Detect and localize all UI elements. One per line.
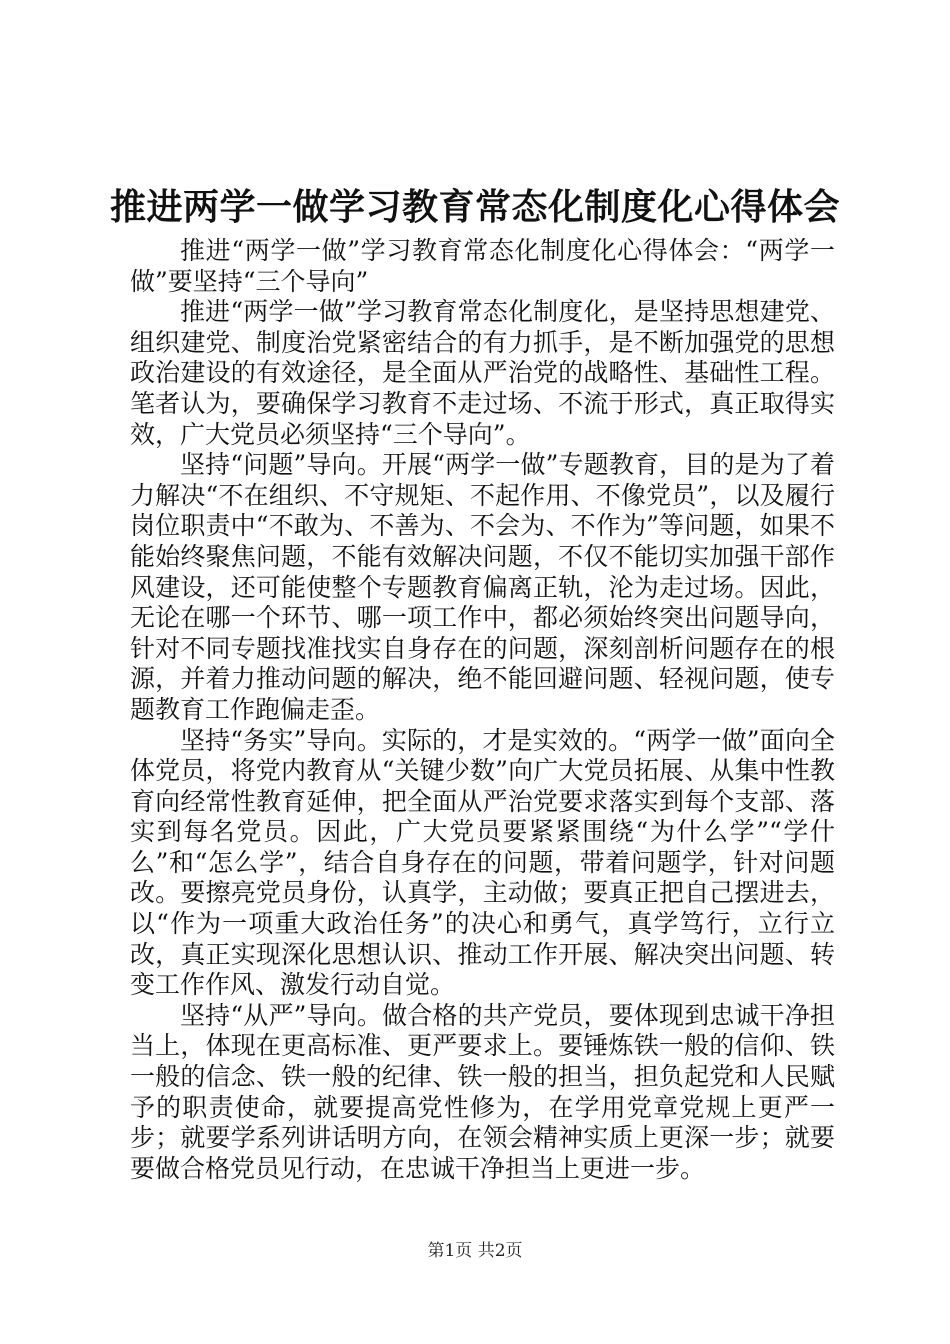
paragraph-problem-orientation: 坚持“问题”导向。开展“两学一做”专题教育，目的是为了着力解决“不在组织、不守规矩、不起作用、不像党员”，以及履行岗位职责中“不敢为、不善为、不会为、不作为”等问题，如果不能始终聚焦问题，不能有效解决问题，不仅不能切实加强干部作风建设，还可能使整个专题教育偏离正轨，沦为走过场。因此，无论在哪一个环节、哪一项工作中，都必须始终突出问题导向，针对不同专题找准找实自身存在的问题，深刻剖析问题存在的根源，并着力推动问题的解决，绝不能回避问题、轻视问题，使专题教育工作跑偏走歪。 — [130, 450, 835, 724]
page-number-footer: 第1页 共2页 — [427, 1241, 523, 1261]
paragraph-practical-orientation: 坚持“务实”导向。实际的，才是实效的。“两学一做”面向全体党员，将党内教育从“关键少数”向广大党员拓展、从集中性教育向经常性教育延伸，把全面从严治党要求落实到每个支部、落实到每名党员。因此，广大党员要紧紧围绕“为什么学”“学什么”和“怎么学”，结合自身存在的问题，带着问题学，针对问题改。要擦亮党员身份，认真学，主动做；要真正把自己摆进去，以“作为一项重大政治任务”的决心和勇气，真学笃行，立行立改，真正实现深化思想认识、推动工作开展、解决突出问题、转变工作作风、激发行动自觉。 — [130, 725, 835, 1000]
document-body — [130, 236, 835, 1184]
paragraph-strict-orientation: 坚持“从严”导向。做合格的共产党员，要体现到忠诚干净担当上，体现在更高标准、更严要求上。要锤炼铁一般的信仰、铁一般的信念、铁一般的纪律、铁一般的担当，担负起党和人民赋予的职责使命，就要提高党性修为，在学用党章党规上更严一步；就要学系列讲话明方向，在领会精神实质上更深一步；就要要做合格党员见行动，在忠诚干净担当上更进一步。 — [130, 1000, 835, 1183]
document-title: 推进两学一做学习教育常态化制度化心得体会 — [109, 186, 840, 228]
paragraph-subtitle: 推进“两学一做”学习教育常态化制度化心得体会：“两学一做”要坚持“三个导向” — [130, 236, 835, 296]
paragraph-intro: 推进“两学一做”学习教育常态化制度化，是坚持思想建党、组织建党、制度治党紧密结合的有力抓手，是不断加强党的思想政治建设的有效途径，是全面从严治党的战略性、基础性工程。笔者认为，要确保学习教育不走过场、不流于形式，真正取得实效，广大党员必须坚持“三个导向”。 — [130, 297, 835, 449]
